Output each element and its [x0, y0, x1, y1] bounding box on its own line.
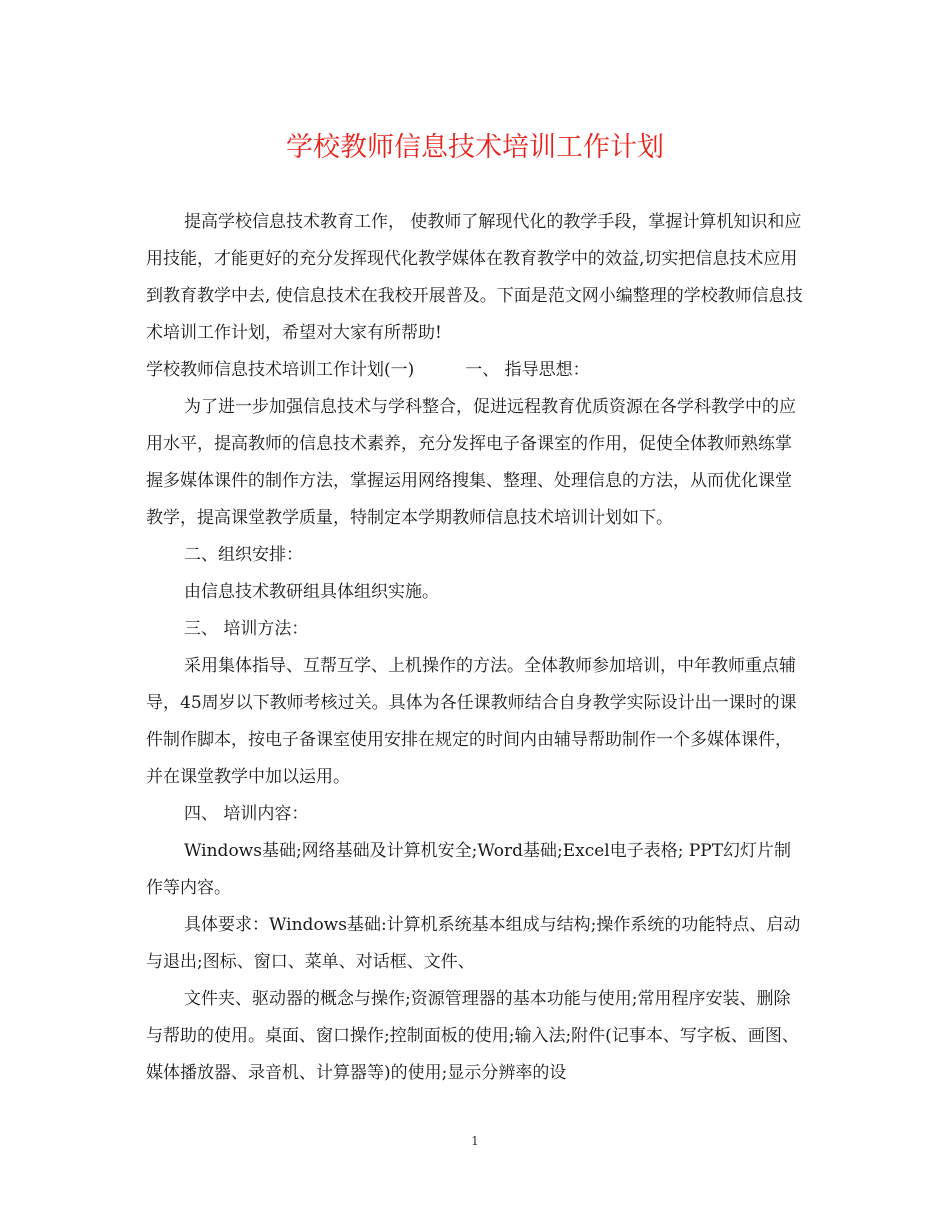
organization-paragraph: 由信息技术教研组具体组织实施。	[184, 582, 439, 602]
document-title: 学校教师信息技术培训工作计划	[286, 132, 664, 163]
section-heading-content: 四、 培训内容：	[184, 804, 309, 824]
page-number: 1	[471, 1134, 479, 1148]
content-paragraph: Windows基础;网络基础及计算机安全;Word基础;Excel电子表格; PPT幻灯片制作等内容。	[146, 841, 792, 898]
method-paragraph: 采用集体指导、互帮互学、上机操作的方法。全体教师参加培训，中年教师重点辅导，45周岁以下教师考核过关。具体为各任课教师结合自身教学实际设计出一课时的课件制作脚本，按电子备课室使用安排在规定的时间内由辅导帮助制作一个多媒体课件，并在课堂教学中加以运用。	[146, 656, 797, 787]
requirements-continued-paragraph: 文件夹、驱动器的概念与操作;资源管理器的基本功能与使用;常用程序安装、删除与帮助的使用。桌面、窗口操作;控制面板的使用;输入法;附件(记事本、写字板、画图、媒体播放器、录音机、计算器等)的使用;显示分辨率的设	[146, 989, 799, 1083]
section-heading-method: 三、 培训方法：	[184, 619, 309, 639]
section-heading-organization: 二、组织安排：	[184, 545, 303, 565]
plan-one-heading: 学校教师信息技术培训工作计划(一) 一、 指导思想：	[146, 360, 590, 380]
guiding-thought-paragraph: 为了进一步加强信息技术与学科整合，促进远程教育优质资源在各学科教学中的应用水平，提高教师的信息技术素养，充分发挥电子备课室的作用，促使全体教师熟练掌握多媒体课件的制作方法，掌握运用网络搜集、整理、处理信息的方法，从而优化课堂教学，提高课堂教学质量，特制定本学期教师信息技术培训计划如下。	[146, 397, 796, 528]
document-body	[146, 204, 806, 1092]
intro-paragraph: 提高学校信息技术教育工作， 使教师了解现代化的教学手段，掌握计算机知识和应用技能，才能更好的充分发挥现代化教学媒体在教育教学中的效益,切实把信息技术应用到教育教学中去, 使信息技术在我校开展普及。下面是范文网小编整理的学校教师信息技术培训工作计划，希望对大家有所帮助!	[146, 212, 803, 343]
requirements-paragraph: 具体要求：Windows基础:计算机系统基本组成与结构;操作系统的功能特点、启动与退出;图标、窗口、菜单、对话框、文件、	[146, 915, 801, 972]
